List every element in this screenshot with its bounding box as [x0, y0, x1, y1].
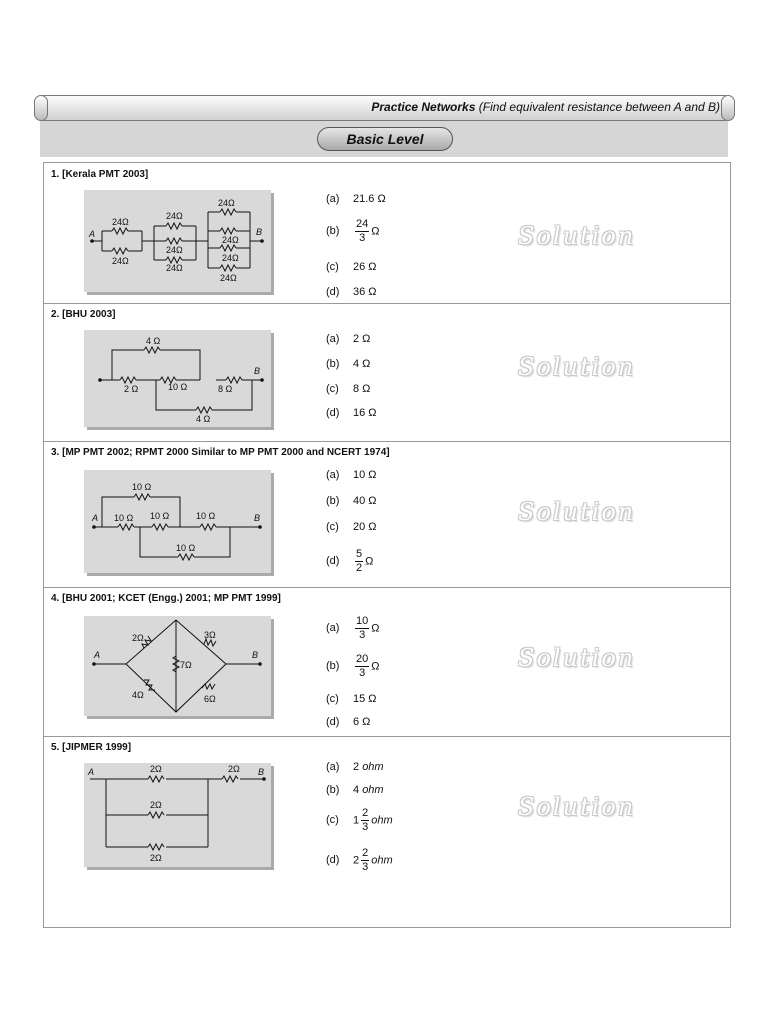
- option-d[interactable]: (d) 2 $\frac{2}{3}$ ohm: [326, 847, 393, 873]
- option-a[interactable]: (a) $\frac{10}{3}$ Ω: [326, 615, 380, 641]
- option-b[interactable]: (b) $\frac{24}{3}$ Ω: [326, 218, 380, 244]
- level-pill: Basic Level: [317, 127, 453, 151]
- option-d[interactable]: (d) $\frac{5}{2}$ Ω: [326, 548, 374, 574]
- question-1: [44, 163, 730, 304]
- circuit-4-svg: [84, 616, 271, 716]
- resistor-label: 4 Ω: [196, 414, 211, 424]
- node-b-label: B: [258, 767, 265, 777]
- question-heading: 5. [JIPMER 1999]: [51, 742, 132, 753]
- resistor-label: 24Ω: [166, 245, 183, 255]
- resistor-label: 24Ω: [166, 211, 183, 221]
- question-4: [44, 587, 730, 737]
- resistor-label: 10 Ω: [114, 513, 134, 523]
- option-a[interactable]: (a) 10 Ω: [326, 469, 377, 481]
- question-5: [44, 736, 730, 927]
- node-a-label: A: [89, 229, 96, 239]
- resistor-label: 10 Ω: [168, 382, 188, 392]
- fraction: $\frac{2}{3}$: [362, 807, 369, 833]
- node-b-label: B: [256, 227, 263, 237]
- option-b[interactable]: (b) $\frac{20}{3}$ Ω: [326, 653, 380, 679]
- option-b[interactable]: (b) 4 Ω: [326, 358, 371, 370]
- option-a[interactable]: (a) 2 ohm: [326, 761, 384, 773]
- solution-link[interactable]: Solution: [518, 793, 636, 821]
- circuit-diagram-2: [84, 330, 271, 427]
- resistor-label: 2Ω: [228, 764, 240, 774]
- question-heading: 3. [MP PMT 2002; RPMT 2000 Similar to MP PMT 2000 and NCERT 1974]: [51, 447, 390, 458]
- resistor-label: 6Ω: [204, 694, 216, 704]
- option-a[interactable]: (a) 2 Ω: [326, 333, 371, 345]
- resistor-label: 10 Ω: [150, 511, 170, 521]
- question-heading: 2. [BHU 2003]: [51, 309, 116, 320]
- level-bar: [40, 121, 728, 157]
- solution-link[interactable]: Solution: [518, 644, 636, 672]
- resistor-label: 2 Ω: [124, 384, 139, 394]
- circuit-diagram-5: [84, 763, 271, 867]
- node-a-label: A: [94, 650, 101, 660]
- fraction: $\frac{24}{3}$: [356, 218, 369, 244]
- section-banner: [36, 95, 733, 121]
- option-c[interactable]: (c) 8 Ω: [326, 383, 371, 395]
- option-c[interactable]: (c) 20 Ω: [326, 521, 377, 533]
- banner-title-sub: (Find equivalent resistance between A and B): [478, 100, 720, 114]
- fraction: $\frac{2}{3}$: [362, 847, 369, 873]
- option-c[interactable]: (c) 26 Ω: [326, 261, 377, 273]
- resistor-label: 2Ω: [150, 764, 162, 774]
- resistor-label: 24Ω: [222, 253, 239, 263]
- option-c[interactable]: (c) 1 $\frac{2}{3}$ ohm: [326, 807, 393, 833]
- option-d[interactable]: (d) 6 Ω: [326, 716, 371, 728]
- option-b[interactable]: (b) 4 ohm: [326, 784, 384, 796]
- solution-link[interactable]: Solution: [518, 353, 636, 381]
- node-b-label: B: [254, 513, 261, 523]
- node-a-label: A: [92, 513, 99, 523]
- resistor-label: 3Ω: [204, 630, 216, 640]
- circuit-1-svg: [84, 190, 271, 292]
- option-a[interactable]: (a) 21.6 Ω: [326, 193, 386, 205]
- fraction: $\frac{5}{2}$: [356, 548, 363, 574]
- solution-link[interactable]: Solution: [518, 498, 636, 526]
- resistor-label: 4Ω: [132, 690, 144, 700]
- resistor-label: 10 Ω: [176, 543, 196, 553]
- circuit-diagram-4: [84, 616, 271, 716]
- fraction: $\frac{20}{3}$: [356, 653, 369, 679]
- banner-title-main: Practice Networks: [371, 100, 476, 114]
- question-3: [44, 441, 730, 588]
- solution-link[interactable]: Solution: [518, 222, 636, 250]
- option-b[interactable]: (b) 40 Ω: [326, 495, 377, 507]
- resistor-label: 24Ω: [218, 198, 235, 208]
- circuit-diagram-3: [84, 470, 271, 573]
- resistor-label: 10 Ω: [132, 482, 152, 492]
- question-heading: 4. [BHU 2001; KCET (Engg.) 2001; MP PMT 1999]: [51, 593, 281, 604]
- resistor-label: 10 Ω: [196, 511, 216, 521]
- option-d[interactable]: (d) 36 Ω: [326, 286, 377, 298]
- node-b-label: B: [254, 366, 261, 376]
- circuit-5-svg: [84, 763, 271, 867]
- node-b-label: B: [252, 650, 259, 660]
- resistor-label: 2Ω: [150, 853, 162, 863]
- resistor-label: 24Ω: [112, 256, 129, 266]
- option-c[interactable]: (c) 15 Ω: [326, 693, 377, 705]
- question-2: [44, 303, 730, 442]
- resistor-label: 24Ω: [166, 263, 183, 273]
- node-a-label: A: [88, 767, 95, 777]
- resistor-label: 24Ω: [220, 273, 237, 283]
- resistor-label: 24Ω: [222, 235, 239, 245]
- banner-right-cap: [721, 95, 735, 121]
- banner-left-cap: [34, 95, 48, 121]
- resistor-label: 24Ω: [112, 217, 129, 227]
- question-heading: 1. [Kerala PMT 2003]: [51, 169, 149, 180]
- circuit-3-svg: [84, 470, 271, 573]
- resistor-label: 2Ω: [150, 800, 162, 810]
- resistor-label: 2Ω: [132, 633, 144, 643]
- fraction: $\frac{10}{3}$: [356, 615, 369, 641]
- banner-title: [371, 100, 720, 114]
- circuit-diagram-1: [84, 190, 271, 292]
- circuit-2-svg: [84, 330, 271, 427]
- questions-frame: [43, 162, 731, 928]
- resistor-label: 4 Ω: [146, 336, 161, 346]
- resistor-label: 7Ω: [180, 660, 192, 670]
- option-d[interactable]: (d) 16 Ω: [326, 407, 377, 419]
- resistor-label: 8 Ω: [218, 384, 233, 394]
